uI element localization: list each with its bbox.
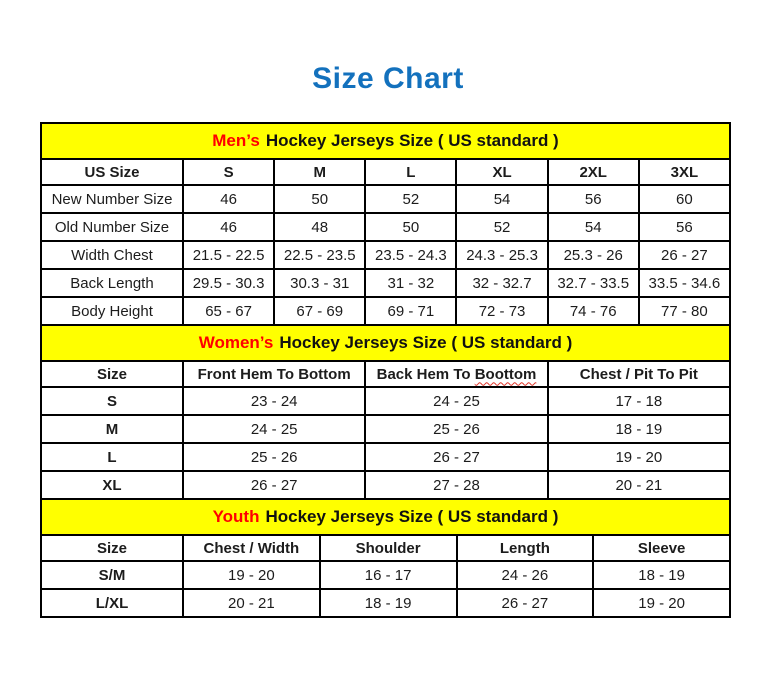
row-label: Old Number Size xyxy=(41,213,183,241)
data-cell: 60 xyxy=(639,185,730,213)
header-cell: 2XL xyxy=(548,159,639,185)
data-cell: 48 xyxy=(274,213,365,241)
data-cell: 50 xyxy=(274,185,365,213)
header-cell: Size xyxy=(41,361,183,387)
table-row xyxy=(41,471,730,499)
header-cell: Front Hem To Bottom xyxy=(183,361,365,387)
youth-section-band xyxy=(40,498,731,536)
youth-header-row xyxy=(41,535,730,561)
row-label: Body Height xyxy=(41,297,183,325)
womens-header-row xyxy=(41,361,730,387)
mens-section-band xyxy=(40,122,731,160)
table-row xyxy=(41,213,730,241)
data-cell: 56 xyxy=(639,213,730,241)
data-cell: 23 - 24 xyxy=(183,387,365,415)
data-cell: 33.5 - 34.6 xyxy=(639,269,730,297)
table-row xyxy=(41,589,730,617)
womens-section-band xyxy=(40,324,731,362)
header-cell: Shoulder xyxy=(320,535,457,561)
youth-size-table xyxy=(40,534,731,618)
header-cell: Chest / Width xyxy=(183,535,320,561)
mens-band-text: Hockey Jerseys Size ( US standard ) xyxy=(265,131,559,150)
row-label: XL xyxy=(41,471,183,499)
data-cell: 24 - 26 xyxy=(457,561,594,589)
youth-highlight-label: Youth xyxy=(212,507,260,526)
data-cell: 56 xyxy=(548,185,639,213)
data-cell: 25.3 - 26 xyxy=(548,241,639,269)
data-cell: 24.3 - 25.3 xyxy=(456,241,547,269)
data-cell: 65 - 67 xyxy=(183,297,274,325)
row-label: M xyxy=(41,415,183,443)
header-text: Back Hem To xyxy=(376,365,471,383)
header-cell: Chest / Pit To Pit xyxy=(548,361,730,387)
data-cell: 29.5 - 30.3 xyxy=(183,269,274,297)
data-cell: 18 - 19 xyxy=(320,589,457,617)
data-cell: 69 - 71 xyxy=(365,297,456,325)
mens-size-table xyxy=(40,158,731,326)
row-label: Width Chest xyxy=(41,241,183,269)
data-cell: 20 - 21 xyxy=(183,589,320,617)
data-cell: 25 - 26 xyxy=(183,443,365,471)
data-cell: 72 - 73 xyxy=(456,297,547,325)
header-cell: Size xyxy=(41,535,183,561)
table-row xyxy=(41,387,730,415)
data-cell: 19 - 20 xyxy=(593,589,730,617)
data-cell: 18 - 19 xyxy=(548,415,730,443)
data-cell: 50 xyxy=(365,213,456,241)
data-cell: 26 - 27 xyxy=(457,589,594,617)
data-cell: 54 xyxy=(548,213,639,241)
header-cell: XL xyxy=(456,159,547,185)
header-cell-misspelled xyxy=(365,361,547,387)
data-cell: 32 - 32.7 xyxy=(456,269,547,297)
table-row xyxy=(41,297,730,325)
row-label: S/M xyxy=(41,561,183,589)
table-row xyxy=(41,443,730,471)
data-cell: 77 - 80 xyxy=(639,297,730,325)
data-cell: 54 xyxy=(456,185,547,213)
data-cell: 46 xyxy=(183,213,274,241)
data-cell: 24 - 25 xyxy=(183,415,365,443)
table-row xyxy=(41,185,730,213)
data-cell: 21.5 - 22.5 xyxy=(183,241,274,269)
header-cell: M xyxy=(274,159,365,185)
youth-band-text: Hockey Jerseys Size ( US standard ) xyxy=(265,507,559,526)
row-label: L xyxy=(41,443,183,471)
data-cell: 26 - 27 xyxy=(639,241,730,269)
page-title: Size Chart xyxy=(312,62,464,95)
data-cell: 26 - 27 xyxy=(183,471,365,499)
header-cell: L xyxy=(365,159,456,185)
data-cell: 16 - 17 xyxy=(320,561,457,589)
misspelled-word: Boottom xyxy=(474,365,537,383)
header-cell: Sleeve xyxy=(593,535,730,561)
data-cell: 32.7 - 33.5 xyxy=(548,269,639,297)
table-row xyxy=(41,269,730,297)
data-cell: 26 - 27 xyxy=(365,443,547,471)
data-cell: 23.5 - 24.3 xyxy=(365,241,456,269)
row-label: New Number Size xyxy=(41,185,183,213)
table-row xyxy=(41,415,730,443)
data-cell: 30.3 - 31 xyxy=(274,269,365,297)
data-cell: 25 - 26 xyxy=(365,415,547,443)
mens-highlight-label: Men’s xyxy=(212,131,260,150)
data-cell: 31 - 32 xyxy=(365,269,456,297)
row-label: Back Length xyxy=(41,269,183,297)
womens-band-text: Hockey Jerseys Size ( US standard ) xyxy=(279,333,573,352)
data-cell: 46 xyxy=(183,185,274,213)
data-cell: 19 - 20 xyxy=(183,561,320,589)
data-cell: 18 - 19 xyxy=(593,561,730,589)
data-cell: 52 xyxy=(365,185,456,213)
size-chart xyxy=(40,122,731,618)
womens-size-table xyxy=(40,360,731,500)
header-cell: Length xyxy=(457,535,594,561)
data-cell: 19 - 20 xyxy=(548,443,730,471)
data-cell: 20 - 21 xyxy=(548,471,730,499)
data-cell: 74 - 76 xyxy=(548,297,639,325)
header-cell: S xyxy=(183,159,274,185)
header-cell: 3XL xyxy=(639,159,730,185)
row-label: S xyxy=(41,387,183,415)
data-cell: 52 xyxy=(456,213,547,241)
mens-header-row xyxy=(41,159,730,185)
header-cell: US Size xyxy=(41,159,183,185)
data-cell: 27 - 28 xyxy=(365,471,547,499)
data-cell: 22.5 - 23.5 xyxy=(274,241,365,269)
womens-highlight-label: Women’s xyxy=(198,333,274,352)
row-label: L/XL xyxy=(41,589,183,617)
data-cell: 24 - 25 xyxy=(365,387,547,415)
data-cell: 17 - 18 xyxy=(548,387,730,415)
table-row xyxy=(41,241,730,269)
table-row xyxy=(41,561,730,589)
data-cell: 67 - 69 xyxy=(274,297,365,325)
